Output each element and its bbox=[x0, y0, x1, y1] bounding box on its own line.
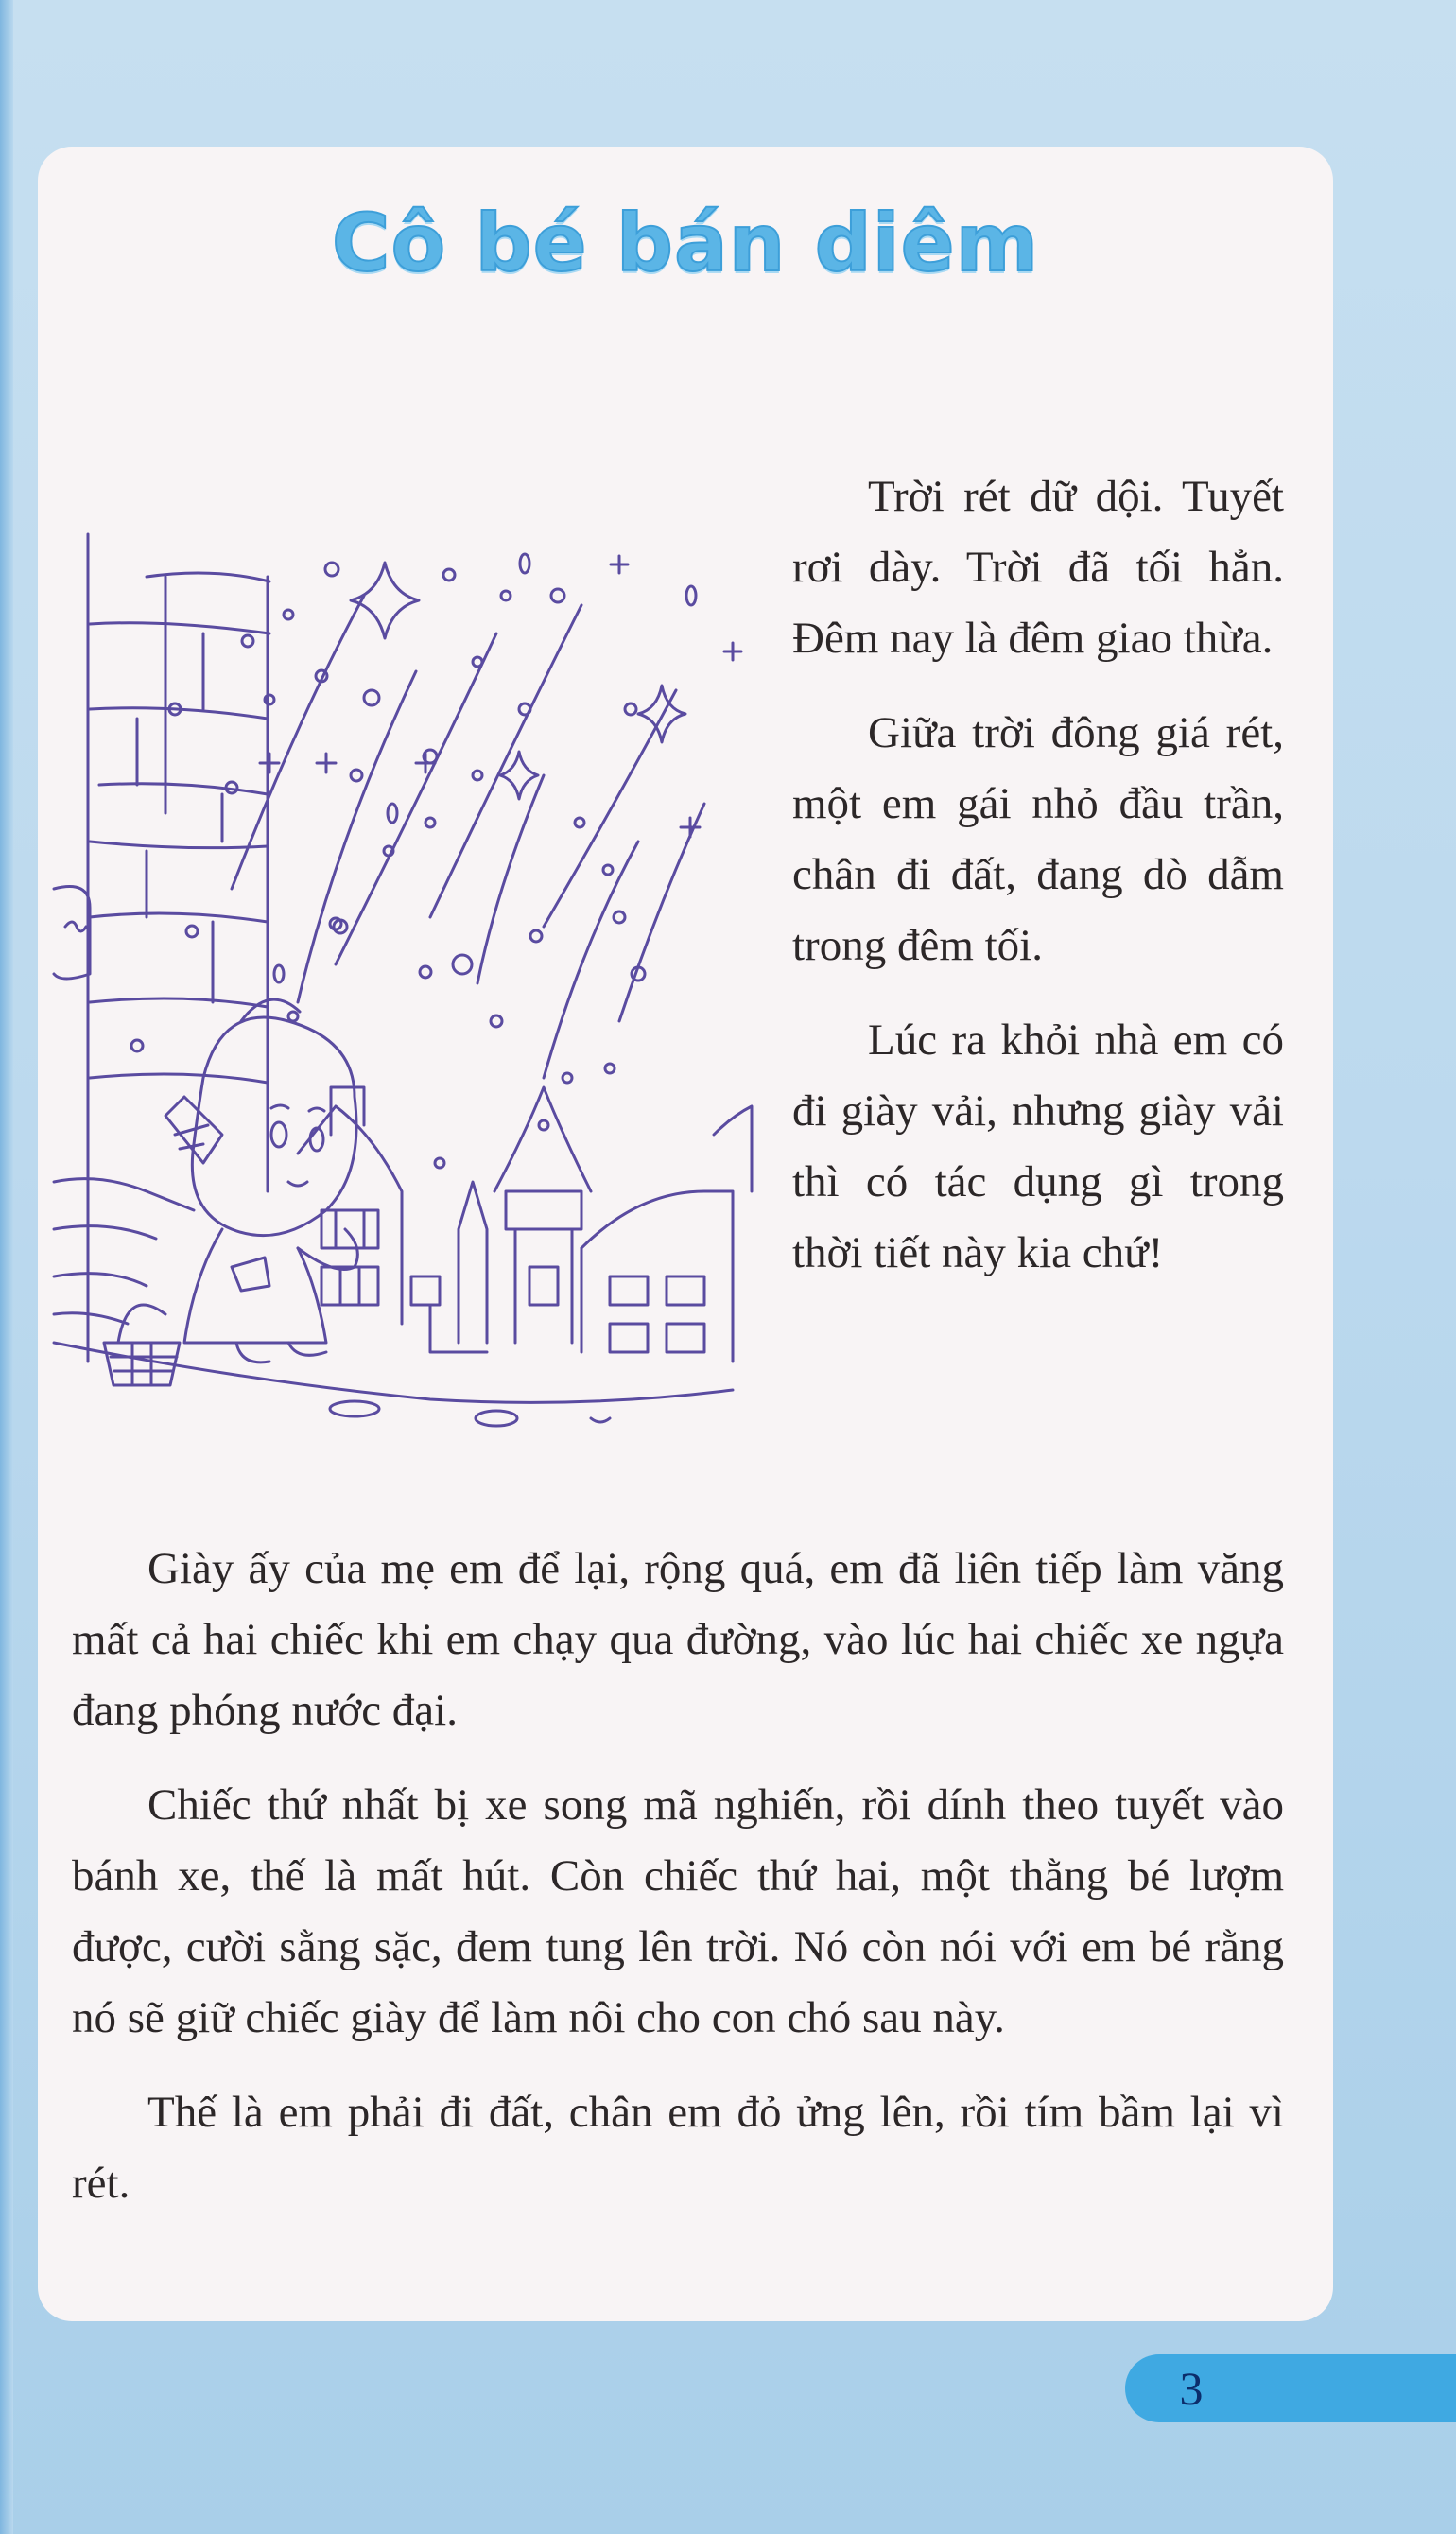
paragraph: Lúc ra khỏi nhà em có đi giày vải, nhưng giày vải thì có tác dụng gì trong thời tiết này kia chứ! bbox=[792, 1015, 1284, 1277]
paragraph: Giày ấy của mẹ em để lại, rộng quá, em đã liên tiếp làm văng mất cả hai chiếc khi em chạy qua đường, vào lúc hai chiếc xe ngựa đang phóng nước đại. bbox=[72, 1544, 1284, 1735]
paragraph: Giữa trời đông giá rét, một em gái nhỏ đầu trần, chân đi đất, đang dò dẫm trong đêm tối. bbox=[792, 708, 1284, 970]
full-width-text bbox=[72, 1534, 1284, 2243]
page-number-tab bbox=[1125, 2354, 1456, 2422]
page-title: Cô bé bán diêm bbox=[331, 197, 1040, 289]
paragraph: Chiếc thứ nhất bị xe song mã nghiến, rồi dính theo tuyết vào bánh xe, thế là mất hút. Còn chiếc thứ hai, một thằng bé lượm được, cười sằng sặc, đem tung lên trời. Nó còn nói với em bé rằng nó sẽ giữ chiếc giày để làm nôi cho con chó sau này. bbox=[72, 1780, 1284, 2042]
matchgirl-snow-illustration-icon bbox=[52, 529, 756, 1437]
paragraph: Thế là em phải đi đất, chân em đỏ ửng lên, rồi tím bầm lại vì rét. bbox=[72, 2088, 1284, 2208]
page-number: 3 bbox=[1179, 2362, 1204, 2415]
book-spine-edge bbox=[0, 0, 13, 2534]
side-text-column bbox=[792, 461, 1284, 1312]
paragraph: Trời rét dữ dội. Tuyết rơi dày. Trời đã tối hẳn. Đêm nay là đêm giao thừa. bbox=[792, 472, 1284, 663]
